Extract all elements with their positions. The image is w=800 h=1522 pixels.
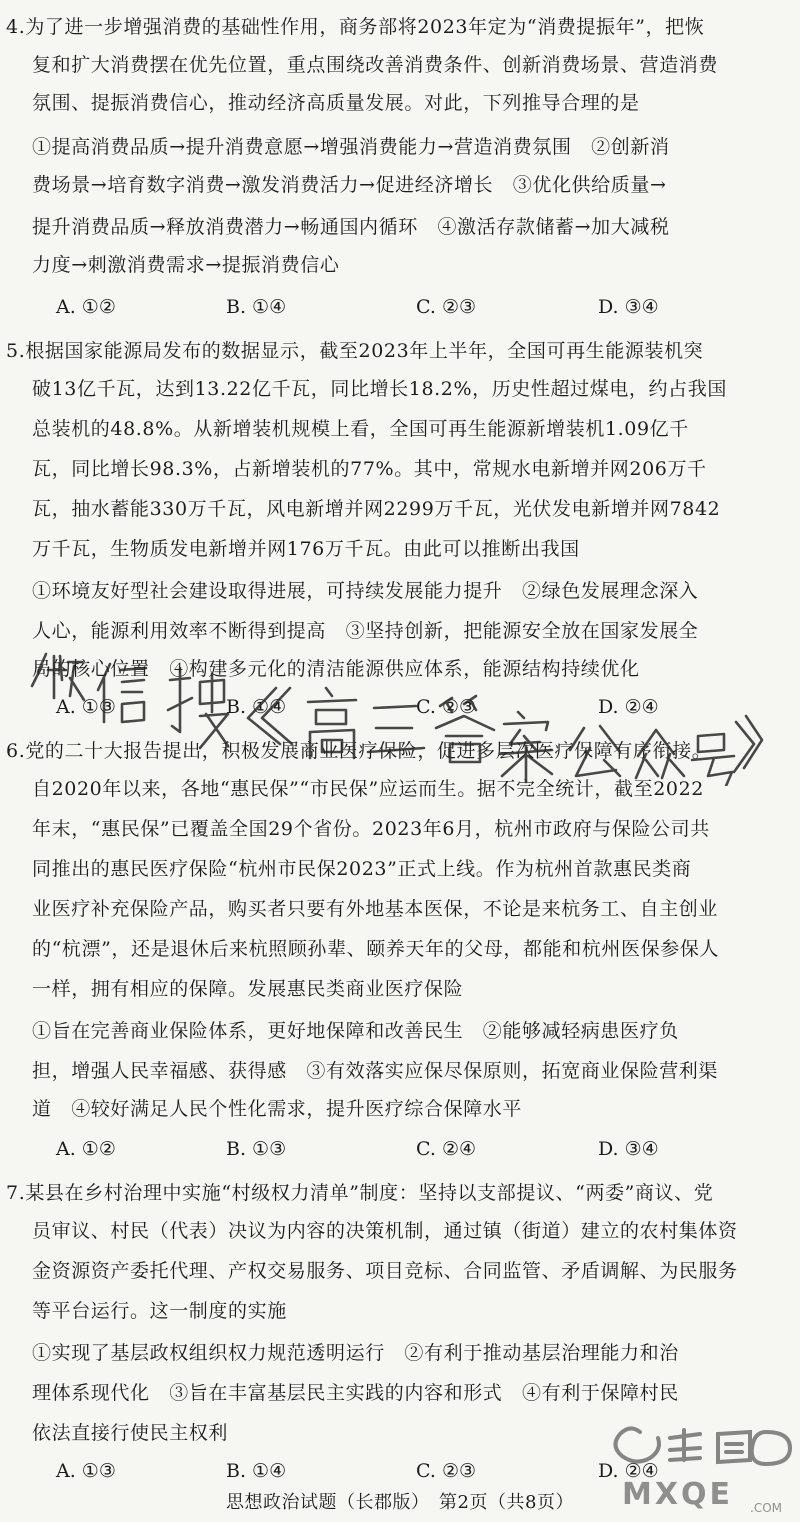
statement-line: 人心，能源利用效率不断得到提高 ③坚持创新，把能源安全放在国家发展全	[32, 620, 699, 642]
statement-line: 理体系现代化 ③旨在丰富基层民主实践的内容和形式 ④有利于保障村民	[32, 1382, 679, 1404]
statement-line: ①旨在完善商业保险体系，更好地保障和改善民生 ②能够减轻病患医疗负	[32, 1020, 679, 1042]
statement-line: ①环境友好型社会建设取得进展，可持续发展能力提升 ②绿色发展理念深入	[32, 580, 699, 602]
option-b[interactable]: B. ①④	[226, 1460, 287, 1482]
option-d[interactable]: D. ②④	[598, 1460, 659, 1482]
statement-line: 依法直接行使民主权利	[32, 1422, 229, 1444]
question-stem-line: 业医疗补充保险产品，购买者只要有外地基本医保，不论是来杭务工、自主创业	[32, 898, 719, 920]
statement-line: 力度→刺激消费需求→提振消费信心	[32, 254, 340, 276]
question-stem-line: 7.某县在乡村治理中实施“村级权力清单”制度：坚持以支部提议、“两委”商议、党	[6, 1182, 714, 1204]
statement-line: 局的核心位置 ④构建多元化的清洁能源供应体系，能源结构持续优化	[32, 658, 640, 680]
question-stem-line: 同推出的惠民医疗保险“杭州市民保2023”正式上线。作为杭州首款惠民类商	[32, 858, 692, 880]
question-stem-line: 的“杭漂”，还是退休后来杭照顾孙辈、颐养天年的父母，都能和杭州医保参保人	[32, 938, 720, 960]
statement-line: 费场景→培育数字消费→激发消费活力→促进经济增长 ③优化供给质量→	[32, 174, 667, 196]
svg-text:.COM: .COM	[750, 1501, 782, 1515]
option-a[interactable]: A. ①②	[56, 296, 116, 318]
question-stem-line: 氛围、提振消费信心，推动经济高质量发展。对此，下列推导合理的是	[32, 92, 640, 114]
option-b[interactable]: B. ①③	[226, 1138, 287, 1160]
statement-line: ①实现了基层政权组织权力规范透明运行 ②有利于推动基层治理能力和治	[32, 1342, 679, 1364]
option-c[interactable]: C. ②③	[416, 296, 477, 318]
question-stem-line: 5.根据国家能源局发布的数据显示，截至2023年上半年，全国可再生能源装机突	[6, 340, 704, 362]
option-c[interactable]: C. ②④	[416, 1138, 477, 1160]
statement-line: 提升消费品质→释放消费潜力→畅通国内循环 ④激活存款储蓄→加大减税	[32, 216, 670, 238]
option-a[interactable]: A. ①③	[56, 696, 116, 718]
question-stem-line: 万千瓦，生物质发电新增并网176万千瓦。由此可以推断出我国	[32, 538, 580, 560]
question-stem-line: 一样，拥有相应的保障。发展惠民类商业医疗保险	[32, 978, 464, 1000]
question-stem-line: 瓦，同比增长98.3%，占新增装机的77%。其中，常规水电新增并网206万千	[32, 458, 707, 480]
option-a[interactable]: A. ①③	[56, 1460, 116, 1482]
question-stem-line: 复和扩大消费摆在优先位置，重点围绕改善消费条件、创新消费场景、营造消费	[32, 54, 719, 76]
option-c[interactable]: C. ②③	[416, 696, 477, 718]
option-a[interactable]: A. ①②	[56, 1138, 116, 1160]
question-stem-line: 总装机的48.8%。从新增装机规模上看，全国可再生能源新增装机1.09亿千	[32, 418, 689, 440]
statement-line: ①提高消费品质→提升消费意愿→增强消费能力→营造消费氛围 ②创新消	[32, 136, 670, 158]
answer-options	[56, 688, 776, 726]
option-d[interactable]: D. ③④	[598, 1138, 659, 1160]
statement-line: 道 ④较好满足人民个性化需求，提升医疗综合保障水平	[32, 1098, 523, 1120]
option-b[interactable]: B. ①④	[226, 296, 287, 318]
page-footer: 思想政治试题（长郡版） 第2页（共8页）	[226, 1492, 574, 1513]
option-c[interactable]: C. ②③	[416, 1460, 477, 1482]
answer-options	[56, 1130, 776, 1168]
option-d[interactable]: D. ③④	[598, 296, 659, 318]
question-stem-line: 4.为了进一步增强消费的基础性作用，商务部将2023年定为“消费提振年”，把恢	[6, 16, 705, 38]
question-stem-line: 瓦，抽水蓄能330万千瓦，风电新增并网2299万千瓦，光伏发电新增并网7842	[32, 498, 721, 520]
answer-options	[56, 288, 776, 326]
question-stem-line: 6.党的二十大报告提出，积极发展商业医疗保险，促进多层次医疗保障有序衔接。	[6, 740, 712, 762]
option-d[interactable]: D. ②④	[598, 696, 659, 718]
question-stem-line: 等平台运行。这一制度的实施	[32, 1300, 287, 1322]
question-stem-line: 年末，“惠民保”已覆盖全国29个省份。2023年6月，杭州市政府与保险公司共	[32, 818, 710, 840]
svg-text:MXQE: MXQE	[622, 1477, 733, 1512]
question-stem-line: 破13亿千瓦，达到13.22亿千瓦，同比增长18.2%，历史性超过煤电，约占我国	[32, 378, 727, 400]
question-stem-line: 自2020年以来，各地“惠民保”“市民保”应运而生。据不完全统计，截至2022	[32, 778, 704, 800]
option-b[interactable]: B. ①④	[226, 696, 287, 718]
statement-line: 担，增强人民幸福感、获得感 ③有效落实应保尽保原则，拓宽商业保险营利渠	[32, 1060, 719, 1082]
question-stem-line: 金资源资产委托代理、产权交易服务、项目竞标、合同监管、矛盾调解、为民服务	[32, 1260, 738, 1282]
question-stem-line: 员审议、村民（代表）决议为内容的决策机制，通过镇（街道）建立的农村集体资	[32, 1220, 738, 1242]
answer-options	[56, 1452, 776, 1490]
